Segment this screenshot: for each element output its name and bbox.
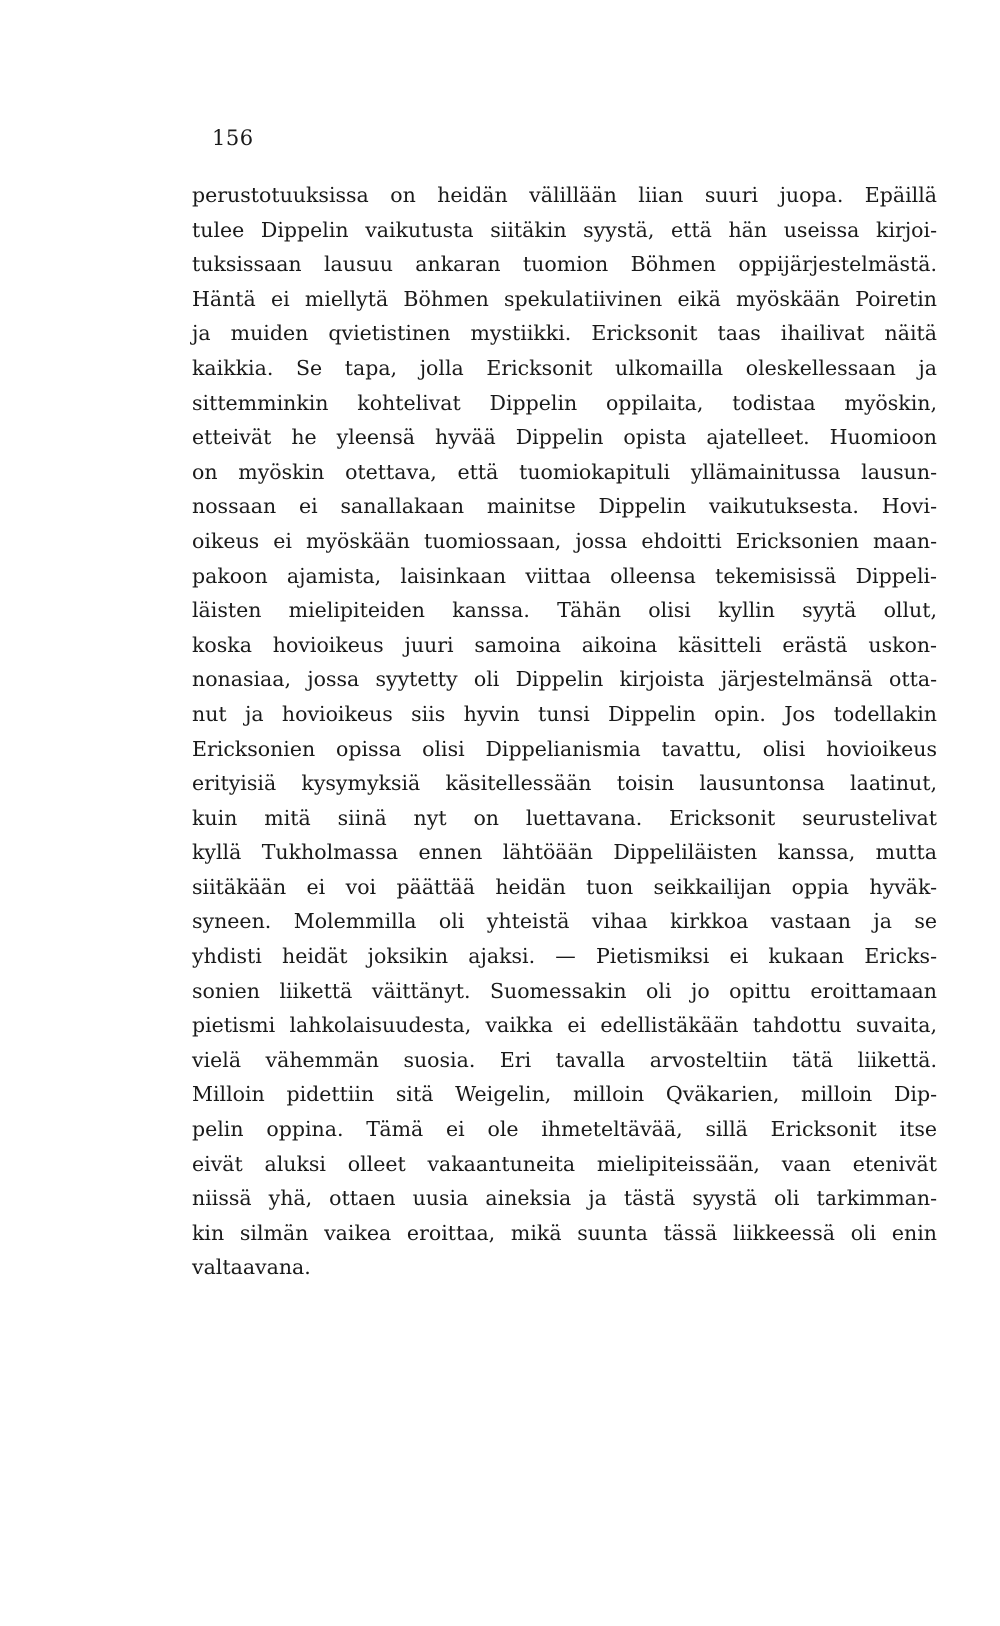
text-line: kin silmän vaikea eroittaa, mikä suunta tässä liikkeessä oli enin [192,1220,937,1245]
text-line: nossaan ei sanallakaan mainitse Dippelin vaikutuksesta. Hovi- [192,494,937,519]
text-line: nut ja hovioikeus siis hyvin tunsi Dippelin opin. Jos todellakin [192,701,937,726]
text-line: siitäkään ei voi päättää heidän tuon seikkailijan oppia hyväk- [192,874,937,899]
text-line: kaikkia. Se tapa, jolla Ericksonit ulkomailla oleskellessaan ja [192,355,937,380]
text-line: kyllä Tukholmassa ennen lähtöään Dippeliläisten kanssa, mutta [192,840,937,865]
text-line: Häntä ei miellytä Böhmen spekulatiivinen eikä myöskään Poiretin [192,286,937,311]
text-line: läisten mielipiteiden kanssa. Tähän olisi kyllin syytä ollut, [192,598,937,623]
page-number: 156 [212,126,254,150]
text-line: kuin mitä siinä nyt on luettavana. Ericksonit seurustelivat [192,805,937,830]
text-line: niissä yhä, ottaen uusia aineksia ja tästä syystä oli tarkimman- [192,1186,937,1211]
text-line: etteivät he yleensä hyvää Dippelin opista ajatelleet. Huomioon [192,425,937,450]
text-line: on myöskin otettava, että tuomiokapituli yllämainitussa lausun- [192,459,937,484]
text-line: Ericksonien opissa olisi Dippelianismia tavattu, olisi hovioikeus [192,736,937,761]
text-line: sonien liikettä väittänyt. Suomessakin oli jo opittu eroittamaan [192,978,937,1003]
text-line: erityisiä kysymyksiä käsitellessään toisin lausuntonsa laatinut, [192,771,937,796]
text-line: nonasiaa, jossa syytetty oli Dippelin kirjoista järjestelmänsä otta- [192,667,937,692]
text-line: koska hovioikeus juuri samoina aikoina käsitteli erästä uskon- [192,632,937,657]
text-line: vielä vähemmän suosia. Eri tavalla arvosteltiin tätä liikettä. [192,1047,937,1072]
text-line: pelin oppina. Tämä ei ole ihmeteltävää, sillä Ericksonit itse [192,1117,937,1142]
text-line: tulee Dippelin vaikutusta siitäkin syystä, että hän useissa kirjoi- [192,217,937,242]
text-line: sittemminkin kohtelivat Dippelin oppilaita, todistaa myöskin, [192,390,937,415]
text-line: pietismi lahkolaisuudesta, vaikka ei edellistäkään tahdottu suvaita, [192,1013,937,1038]
text-line: syneen. Molemmilla oli yhteistä vihaa kirkkoa vastaan ja se [192,909,937,934]
text-line: ja muiden qvietistinen mystiikki. Ericksonit taas ihailivat näitä [192,321,937,346]
text-line: perustotuuksissa on heidän välillään liian suuri juopa. Epäillä [192,183,937,207]
text-line: valtaavana. [192,1255,311,1280]
text-line: pakoon ajamista, laisinkaan viittaa olleensa tekemisissä Dippeli- [192,563,937,588]
text-line: eivät aluksi olleet vakaantuneita mielipiteissään, vaan etenivät [192,1151,937,1176]
body-text [192,178,937,1285]
text-line: Milloin pidettiin sitä Weigelin, milloin Qväkarien, milloin Dip- [192,1082,937,1107]
text-line: yhdisti heidät joksikin ajaksi. — Pietismiksi ei kukaan Ericks- [192,944,937,969]
text-line: oikeus ei myöskään tuomiossaan, jossa ehdoitti Ericksonien maan- [192,528,937,553]
text-line: tuksissaan lausuu ankaran tuomion Böhmen oppijärjestelmästä. [192,252,937,277]
